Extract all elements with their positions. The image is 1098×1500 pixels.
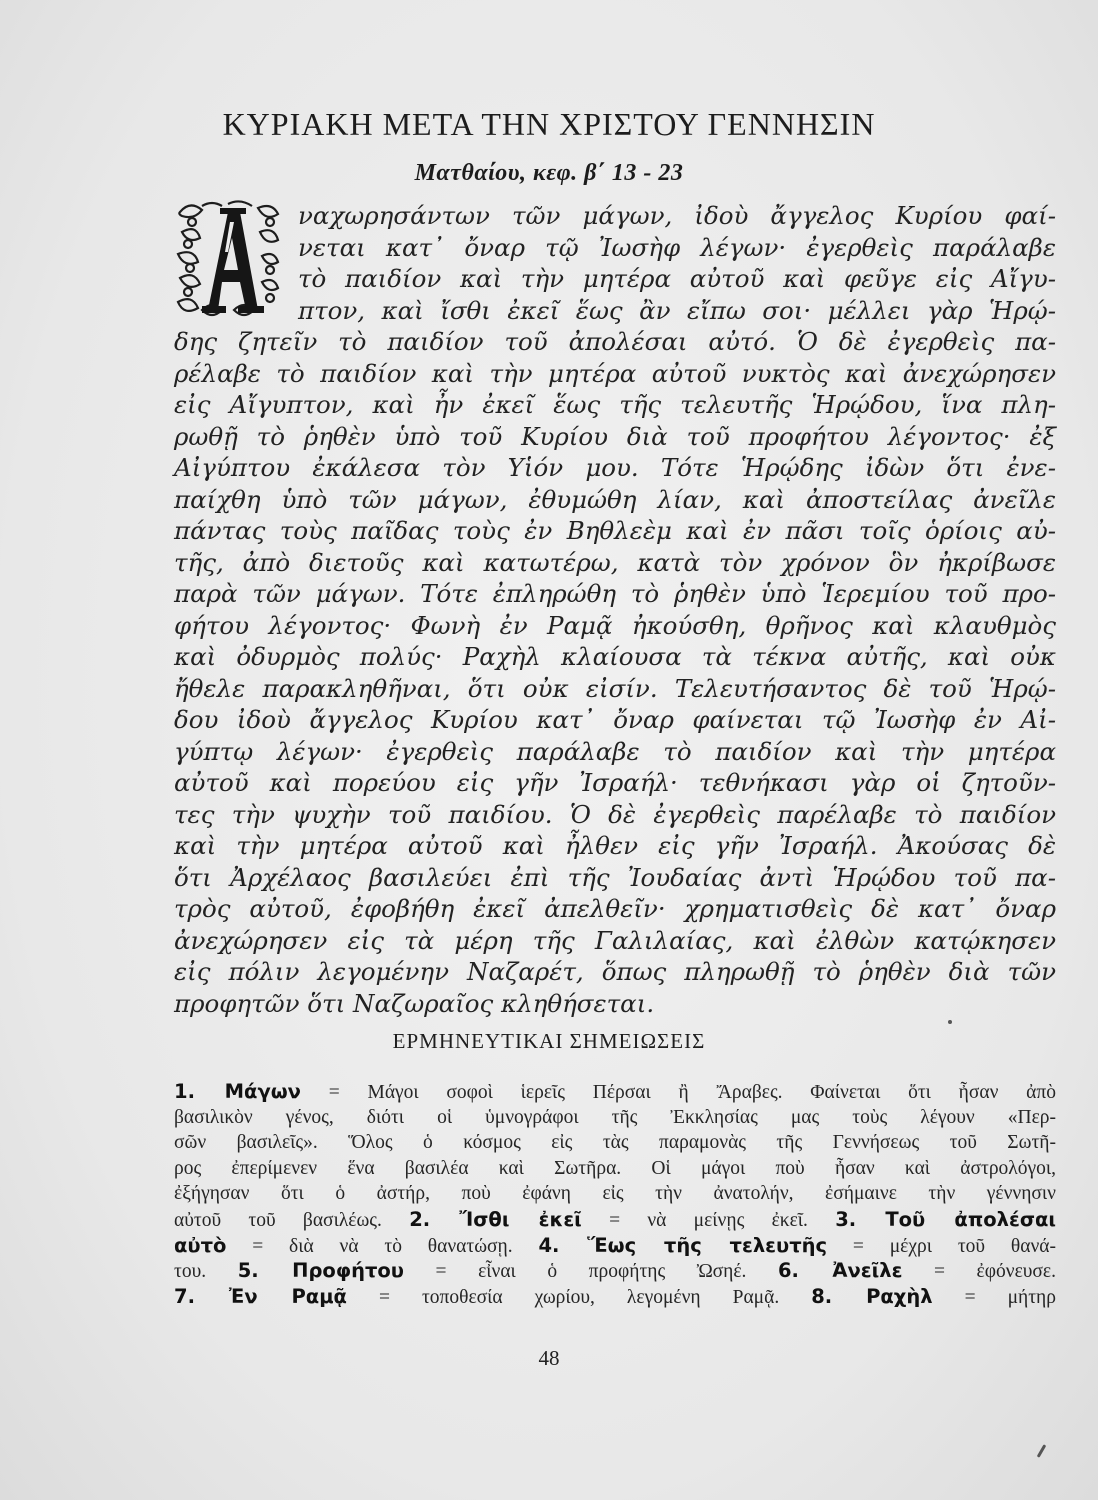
note-term: 8. Ραχὴλ	[811, 1284, 933, 1308]
note-text: = Μάγοι σοφοὶ ἱερεῖς Πέρσαι ἢ Ἄραβες. Φαίνεται ὅτι ἦσαν ἀπὸ	[300, 1082, 1056, 1103]
text-line: πάντας τοὺς παῖδας τοὺς ἐν Βηθλεὲμ καὶ ἐν πᾶσι τοῖς ὁρίοις αὐ-	[174, 516, 1056, 545]
gospel-text	[174, 200, 1056, 1019]
note-text: = διὰ νὰ τὸ θανατώσῃ.	[226, 1235, 539, 1257]
note-line	[174, 1233, 1056, 1259]
note-term: 5. Προφήτου	[237, 1259, 404, 1283]
note-term: 2. Ἴσθι ἐκεῖ	[409, 1207, 582, 1231]
note-line	[174, 1156, 1056, 1182]
text-line: ἀνεχώρησεν εἰς τὰ μέρη τῆς Γαλιλαίας, καὶ ἐλθὼν κατῴκησεν	[174, 925, 1056, 955]
note-line	[174, 1105, 1056, 1131]
note-text: = μήτηρ	[932, 1286, 1056, 1308]
note-text: = εἶναι ὁ προφήτης Ὠσηέ.	[403, 1261, 778, 1283]
notes-heading: ΕΡΜΗΝΕΥΤΙΚΑΙ ΣΗΜΕΙΩΣΕΙΣ	[392, 1029, 706, 1053]
note-line	[174, 1207, 1056, 1233]
text-line: προφητῶν ὅτι Ναζωραῖος κληθήσεται.	[174, 988, 655, 1018]
text-line: εἰς Αἴγυπτον, καὶ ἦν ἐκεῖ ἕως τῆς τελευτῆς Ἡρῴδου, ἵνα πλη-	[174, 390, 1056, 419]
note-term: αὐτὸ	[174, 1233, 227, 1257]
note-text: = ἐφόνευσε.	[902, 1261, 1056, 1283]
text-line: γύπτῳ λέγων· ἐγερθεὶς παράλαβε τὸ παιδίον καὶ τὴν μητέρα	[174, 736, 1056, 766]
note-text: = τοποθεσία χωρίου, λεγομένη Ραμᾷ.	[346, 1286, 812, 1308]
page-title: ΚΥΡΙΑΚΗ ΜΕΤΑ ΤΗΝ ΧΡΙΣΤΟΥ ΓΕΝΝΗΣΙΝ	[222, 106, 876, 142]
note-line	[174, 1079, 1056, 1105]
print-speck	[948, 1020, 952, 1024]
note-term: 1. Μάγων	[174, 1080, 301, 1103]
note-line	[174, 1181, 1056, 1207]
text-line: καὶ τὴν μητέρα αὐτοῦ καὶ ἦλθεν εἰς γῆν Ἰσραήλ. Ἀκούσας δὲ	[174, 831, 1056, 860]
text-line: δου ἰδοὺ ἄγγελος Κυρίου κατ᾽ ὄναρ φαίνεται τῷ Ἰωσὴφ ἐν Αἰ-	[174, 705, 1056, 734]
text-line: ρωθῇ τὸ ῥηθὲν ὑπὸ τοῦ Κυρίου διὰ τοῦ προφήτου λέγοντος· ἐξ	[174, 421, 1056, 451]
text-line: παρὰ τῶν μάγων. Τότε ἐπληρώθη τὸ ῥηθὲν ὑπὸ Ἱερεμίου τοῦ προ-	[174, 579, 1056, 608]
note-text: αὐτοῦ τοῦ βασιλέως.	[174, 1209, 410, 1231]
note-text: βασιλικὸν γένος, διότι οἱ ὑμνογράφοι τῆς Ἐκκλησίας μας τοὺς λέγουν «Περ-	[174, 1106, 1056, 1128]
text-line: εἰς πόλιν λεγομένην Ναζαρέτ, ὅπως πληρωθῇ τὸ ῥηθὲν διὰ τῶν	[174, 957, 1056, 986]
text-line: φήτου λέγοντος· Φωνὴ ἐν Ραμᾷ ἠκούσθη, θρῆνος καὶ κλαυθμὸς	[174, 610, 1056, 640]
note-text: = μέχρι τοῦ θανά-	[827, 1235, 1056, 1257]
note-text: του.	[174, 1261, 238, 1283]
text-line: καὶ ὀδυρμὸς πολύς· Ραχὴλ κλαίουσα τὰ τέκνα αὐτῆς, καὶ οὐκ	[174, 642, 1056, 671]
explanatory-notes	[174, 1079, 1056, 1309]
text-line: ἤθελε παρακληθῆναι, ὅτι οὐκ εἰσίν. Τελευτήσαντος δὲ τοῦ Ἡρῴ-	[174, 673, 1056, 703]
text-line: πτον, καὶ ἴσθι ἐκεῖ ἕως ἂν εἴπω σοι· μέλλει γὰρ Ἡρῴ-	[298, 295, 1056, 325]
text-line: ρέλαβε τὸ παιδίον καὶ τὴν μητέρα αὐτοῦ νυκτὸς καὶ ἀνεχώρησεν	[174, 358, 1056, 388]
text-line: ναχωρησάντων τῶν μάγων, ἰδοὺ ἄγγελος Κυρίου φαί-	[298, 201, 1056, 230]
note-text: = νὰ μείνῃς ἐκεῖ.	[581, 1209, 836, 1231]
note-line	[174, 1258, 1056, 1284]
note-term: 3. Τοῦ ἀπολέσαι	[835, 1207, 1057, 1231]
print-speck	[1037, 1444, 1047, 1458]
text-line: τῆς, ἀπὸ διετοῦς καὶ κατωτέρω, κατὰ τὸν χρόνον ὃν ἠκρίβωσε	[174, 547, 1056, 577]
text-line: τὸ παιδίον καὶ τὴν μητέρα αὐτοῦ καὶ φεῦγε εἰς Αἴγυ-	[298, 264, 1056, 293]
note-text: ρος ἐπερίμενεν ἕνα βασιλέα καὶ Σωτῆρα. Οἱ μάγοι ποὺ ἦσαν καὶ ἀστρολόγοι,	[174, 1157, 1056, 1179]
note-text: σῶν βασιλεῖς». Ὅλος ὁ κόσμος εἰς τὰς παραμονὰς τῆς Γεννήσεως τοῦ Σωτῆ-	[174, 1132, 1056, 1154]
page-number: 48	[538, 1346, 560, 1370]
text-line: δης ζητεῖν τὸ παιδίον τοῦ ἀπολέσαι αὐτό. Ὁ δὲ ἐγερθεὶς πα-	[174, 327, 1056, 356]
note-term: 7. Ἐν Ραμᾷ	[174, 1284, 347, 1308]
text-line: παίχθη ὑπὸ τῶν μάγων, ἐθυμώθη λίαν, καὶ ἀποστείλας ἀνεῖλε	[174, 484, 1056, 514]
text-line: ὅτι Ἀρχέλαος βασιλεύει ἐπὶ τῆς Ἰουδαίας ἀντὶ Ἡρῴδου τοῦ πα-	[174, 862, 1056, 892]
text-line: Αἰγύπτου ἐκάλεσα τὸν Υἱόν μου. Τότε Ἡρῴδης ἰδὼν ὅτι ἐνε-	[174, 453, 1056, 482]
note-line	[174, 1284, 1056, 1310]
note-term: 6. Ἀνεῖλε	[777, 1259, 903, 1283]
note-text: ἐξήγησαν ὅτι ὁ ἀστήρ, ποὺ ἐφάνη εἰς τὴν ἀνατολήν, ἐσήμαινε τὴν γέννησιν	[174, 1183, 1056, 1205]
text-line: αὐτοῦ καὶ πορεύου εἰς γῆν Ἰσραήλ· τεθνήκασι γὰρ οἱ ζητοῦν-	[174, 768, 1056, 797]
text-line: τρὸς αὐτοῦ, ἐφοβήθη ἐκεῖ ἀπελθεῖν· χρηματισθεὶς δὲ κατ᾽ ὄναρ	[174, 894, 1056, 923]
text-line: νεται κατ᾽ ὄναρ τῷ Ἰωσὴφ λέγων· ἐγερθεὶς παράλαβε	[298, 232, 1056, 262]
text-line: τες τὴν ψυχὴν τοῦ παιδίου. Ὁ δὲ ἐγερθεὶς παρέλαβε τὸ παιδίον	[174, 799, 1056, 829]
note-term: 4. Ἕως τῆς τελευτῆς	[538, 1233, 828, 1257]
scripture-reference: Ματθαίου, κεφ. β΄ 13 - 23	[414, 160, 684, 186]
note-line	[174, 1130, 1056, 1156]
